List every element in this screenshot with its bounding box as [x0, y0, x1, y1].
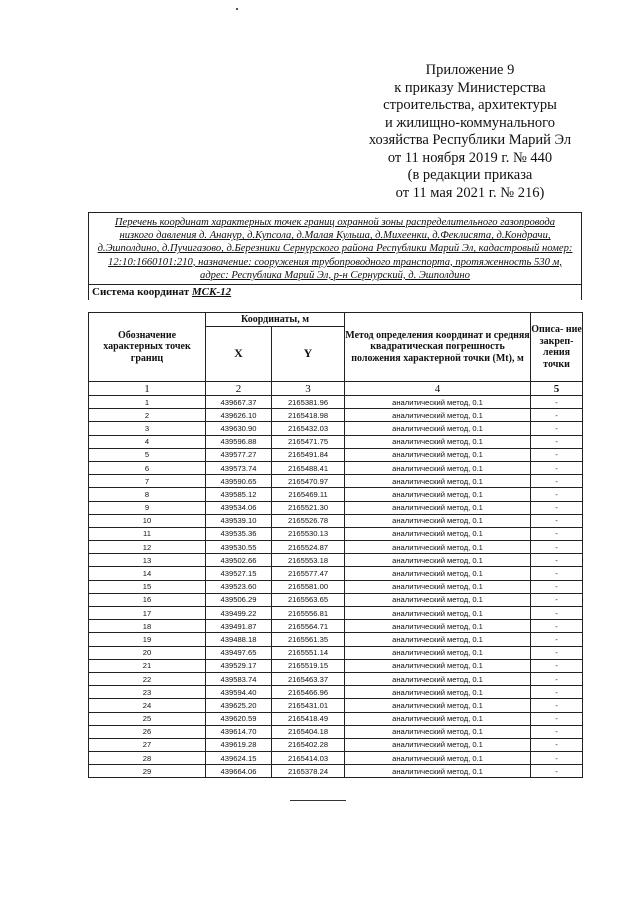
coord-x: 439667.37	[206, 396, 272, 409]
column-number: 2	[206, 382, 272, 396]
closing-line	[290, 800, 346, 801]
point-number: 2	[89, 409, 206, 422]
method: аналитический метод, 0.1	[345, 448, 531, 461]
description: -	[531, 725, 583, 738]
column-number: 3	[272, 382, 345, 396]
coord-x: 439585.12	[206, 488, 272, 501]
coord-y: 2165564.71	[272, 620, 345, 633]
method: аналитический метод, 0.1	[345, 686, 531, 699]
point-number: 12	[89, 541, 206, 554]
table-row	[89, 541, 583, 554]
method: аналитический метод, 0.1	[345, 672, 531, 685]
point-number: 20	[89, 646, 206, 659]
point-number: 24	[89, 699, 206, 712]
method: аналитический метод, 0.1	[345, 527, 531, 540]
method: аналитический метод, 0.1	[345, 422, 531, 435]
table-row	[89, 620, 583, 633]
method: аналитический метод, 0.1	[345, 752, 531, 765]
point-number: 8	[89, 488, 206, 501]
coord-x: 439573.74	[206, 461, 272, 474]
point-number: 4	[89, 435, 206, 448]
description: -	[531, 686, 583, 699]
point-number: 5	[89, 448, 206, 461]
method: аналитический метод, 0.1	[345, 396, 531, 409]
point-number: 29	[89, 765, 206, 778]
point-number: 19	[89, 633, 206, 646]
description: -	[531, 633, 583, 646]
point-number: 16	[89, 593, 206, 606]
coord-x: 439630.90	[206, 422, 272, 435]
coord-x: 439590.65	[206, 475, 272, 488]
table-row	[89, 461, 583, 474]
coord-x: 439491.87	[206, 620, 272, 633]
point-number: 22	[89, 672, 206, 685]
table-row	[89, 646, 583, 659]
coord-x: 439499.22	[206, 607, 272, 620]
description: -	[531, 672, 583, 685]
method: аналитический метод, 0.1	[345, 554, 531, 567]
table-row	[89, 686, 583, 699]
point-number: 7	[89, 475, 206, 488]
description: -	[531, 501, 583, 514]
description: -	[531, 527, 583, 540]
point-number: 25	[89, 712, 206, 725]
coord-x: 439539.10	[206, 514, 272, 527]
description: -	[531, 752, 583, 765]
method: аналитический метод, 0.1	[345, 567, 531, 580]
coord-y: 2165561.35	[272, 633, 345, 646]
method: аналитический метод, 0.1	[345, 461, 531, 474]
table-row	[89, 752, 583, 765]
description: -	[531, 422, 583, 435]
coordinate-system	[89, 284, 581, 300]
coord-y: 2165471.75	[272, 435, 345, 448]
coord-x: 439530.55	[206, 541, 272, 554]
header-y: Y	[272, 327, 345, 382]
point-number: 11	[89, 527, 206, 540]
coord-x: 439583.74	[206, 672, 272, 685]
description: -	[531, 659, 583, 672]
method: аналитический метод, 0.1	[345, 488, 531, 501]
description: -	[531, 541, 583, 554]
column-number: 5	[531, 382, 583, 396]
table-row	[89, 633, 583, 646]
coordinate-system-name: МСК-12	[191, 286, 232, 299]
coord-y: 2165418.49	[272, 712, 345, 725]
description: -	[531, 646, 583, 659]
point-number: 6	[89, 461, 206, 474]
scan-speck	[236, 8, 238, 10]
table-row	[89, 409, 583, 422]
coord-y: 2165524.87	[272, 541, 345, 554]
method: аналитический метод, 0.1	[345, 620, 531, 633]
appendix-header	[340, 62, 600, 202]
description: -	[531, 580, 583, 593]
document-frame	[88, 212, 582, 300]
coord-y: 2165466.96	[272, 686, 345, 699]
coord-x: 439626.10	[206, 409, 272, 422]
description: -	[531, 514, 583, 527]
coord-x: 439614.70	[206, 725, 272, 738]
method: аналитический метод, 0.1	[345, 475, 531, 488]
point-number: 17	[89, 607, 206, 620]
description: -	[531, 435, 583, 448]
table-row	[89, 396, 583, 409]
table-row	[89, 725, 583, 738]
coord-x: 439488.18	[206, 633, 272, 646]
table-row	[89, 501, 583, 514]
point-number: 3	[89, 422, 206, 435]
table-row	[89, 699, 583, 712]
description: -	[531, 738, 583, 751]
description: -	[531, 448, 583, 461]
coord-y: 2165553.18	[272, 554, 345, 567]
table-row	[89, 765, 583, 778]
table-body	[89, 396, 583, 778]
coord-y: 2165556.81	[272, 607, 345, 620]
table-row	[89, 488, 583, 501]
description: -	[531, 488, 583, 501]
coord-y: 2165521.30	[272, 501, 345, 514]
coord-y: 2165581.00	[272, 580, 345, 593]
table-row	[89, 607, 583, 620]
coord-y: 2165431.01	[272, 699, 345, 712]
document-title: Перечень координат характерных точек границ охранной зоны распределительного газопровода низкого давления д. Ананур, д.Купсола, д.Малая Кульша, д.Михеенки, д.Феклисята, д.Кондрачи, д.Эшполдино, д.Пучигазово, д.Березники Сернурского района Республики Марий Эл, кадастровый номер: 12:10:1660101:210, назначение: сооружения трубопроводного транспорта, протяженность 530 м, адрес: Республика Марий Эл, р-н Сернурский, д. Эшполдино	[97, 217, 573, 281]
coord-x: 439619.28	[206, 738, 272, 751]
point-number: 23	[89, 686, 206, 699]
coord-x: 439620.59	[206, 712, 272, 725]
table-row	[89, 672, 583, 685]
column-number: 1	[89, 382, 206, 396]
header-line: и жилищно-коммунального	[384, 114, 556, 131]
description: -	[531, 396, 583, 409]
header-line: от 11 ноября 2019 г. № 440	[387, 149, 553, 166]
method: аналитический метод, 0.1	[345, 501, 531, 514]
method: аналитический метод, 0.1	[345, 765, 531, 778]
method: аналитический метод, 0.1	[345, 712, 531, 725]
header-method: Метод определения координат и средняя квадратическая погрешность положения характерной точки (Mt), м	[345, 313, 531, 382]
table-row	[89, 659, 583, 672]
coord-x: 439577.27	[206, 448, 272, 461]
table-row	[89, 475, 583, 488]
table-row	[89, 712, 583, 725]
description: -	[531, 554, 583, 567]
coord-y: 2165404.18	[272, 725, 345, 738]
description: -	[531, 765, 583, 778]
coord-y: 2165432.03	[272, 422, 345, 435]
coord-x: 439534.06	[206, 501, 272, 514]
coord-y: 2165563.65	[272, 593, 345, 606]
coord-y: 2165378.24	[272, 765, 345, 778]
coordinate-system-label: Система координат	[92, 286, 192, 299]
coord-x: 439506.29	[206, 593, 272, 606]
coord-y: 2165577.47	[272, 567, 345, 580]
header-line: хозяйства Республики Марий Эл	[368, 132, 572, 148]
table-row	[89, 738, 583, 751]
coord-y: 2165381.96	[272, 396, 345, 409]
coord-y: 2165526.78	[272, 514, 345, 527]
method: аналитический метод, 0.1	[345, 580, 531, 593]
description: -	[531, 409, 583, 422]
method: аналитический метод, 0.1	[345, 725, 531, 738]
method: аналитический метод, 0.1	[345, 646, 531, 659]
point-number: 10	[89, 514, 206, 527]
table-row	[89, 448, 583, 461]
table-row	[89, 554, 583, 567]
method: аналитический метод, 0.1	[345, 699, 531, 712]
description: -	[531, 475, 583, 488]
coord-y: 2165469.11	[272, 488, 345, 501]
point-number: 21	[89, 659, 206, 672]
coordinates-table	[88, 312, 583, 778]
coord-y: 2165470.97	[272, 475, 345, 488]
method: аналитический метод, 0.1	[345, 593, 531, 606]
table-row	[89, 567, 583, 580]
coord-x: 439529.17	[206, 659, 272, 672]
point-number: 18	[89, 620, 206, 633]
header-description: Описа- ние закреп- ления точки	[531, 313, 583, 382]
header-line: строительства, архитектуры	[383, 97, 557, 113]
method: аналитический метод, 0.1	[345, 435, 531, 448]
table-row	[89, 422, 583, 435]
header-coordinates: Координаты, м	[206, 313, 345, 327]
header-line: от 11 мая 2021 г. № 216)	[395, 184, 545, 201]
table-row	[89, 527, 583, 540]
header-line: (в редакции приказа	[407, 167, 533, 183]
header-x: X	[206, 327, 272, 382]
coord-y: 2165551.14	[272, 646, 345, 659]
method: аналитический метод, 0.1	[345, 607, 531, 620]
method: аналитический метод, 0.1	[345, 541, 531, 554]
table-row	[89, 580, 583, 593]
point-number: 26	[89, 725, 206, 738]
header-line: Приложение 9	[425, 62, 515, 78]
table-row	[89, 435, 583, 448]
description: -	[531, 699, 583, 712]
coord-x: 439523.60	[206, 580, 272, 593]
coord-y: 2165414.03	[272, 752, 345, 765]
header-designation: Обозначение характерных точек границ	[89, 313, 206, 382]
coord-x: 439596.88	[206, 435, 272, 448]
coord-y: 2165418.98	[272, 409, 345, 422]
method: аналитический метод, 0.1	[345, 659, 531, 672]
point-number: 15	[89, 580, 206, 593]
coord-x: 439502.66	[206, 554, 272, 567]
method: аналитический метод, 0.1	[345, 738, 531, 751]
method: аналитический метод, 0.1	[345, 514, 531, 527]
column-number: 4	[345, 382, 531, 396]
point-number: 28	[89, 752, 206, 765]
coord-x: 439535.36	[206, 527, 272, 540]
point-number: 13	[89, 554, 206, 567]
description: -	[531, 461, 583, 474]
coord-x: 439624.15	[206, 752, 272, 765]
coord-y: 2165463.37	[272, 672, 345, 685]
coord-y: 2165519.15	[272, 659, 345, 672]
coord-x: 439664.06	[206, 765, 272, 778]
coord-x: 439625.20	[206, 699, 272, 712]
description: -	[531, 593, 583, 606]
description: -	[531, 620, 583, 633]
method: аналитический метод, 0.1	[345, 409, 531, 422]
method: аналитический метод, 0.1	[345, 633, 531, 646]
description: -	[531, 712, 583, 725]
header-line: к приказу Министерства	[394, 79, 546, 96]
description: -	[531, 607, 583, 620]
point-number: 9	[89, 501, 206, 514]
coord-x: 439497.65	[206, 646, 272, 659]
point-number: 27	[89, 738, 206, 751]
description: -	[531, 567, 583, 580]
table-row	[89, 514, 583, 527]
point-number: 14	[89, 567, 206, 580]
table-row	[89, 593, 583, 606]
coord-x: 439527.15	[206, 567, 272, 580]
coord-y: 2165402.28	[272, 738, 345, 751]
coord-y: 2165491.84	[272, 448, 345, 461]
coord-y: 2165530.13	[272, 527, 345, 540]
coord-x: 439594.40	[206, 686, 272, 699]
point-number: 1	[89, 396, 206, 409]
coord-y: 2165488.41	[272, 461, 345, 474]
